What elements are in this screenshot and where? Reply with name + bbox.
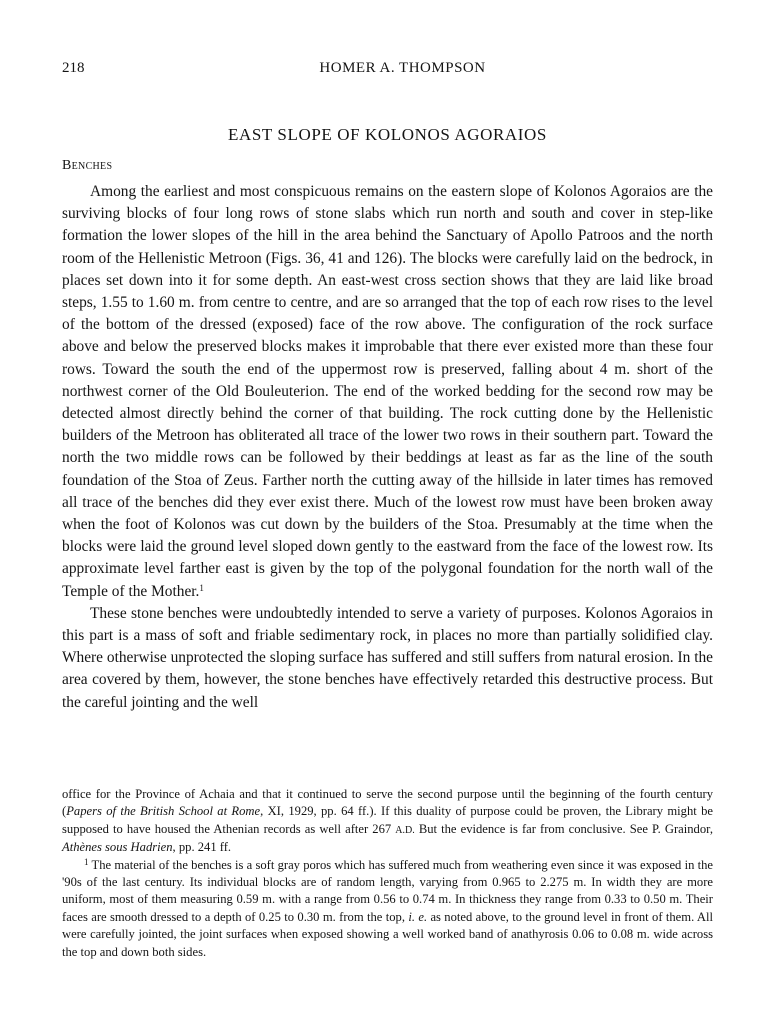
paragraph [62, 181, 713, 603]
footnote-continuation [62, 786, 713, 857]
footnote-text: , XI, 1929, pp. 64 ff.). If this duality of purpose could be proven, the Library might be supposed to have housed the Athenian records as well after 267 [62, 804, 713, 836]
subheading: Benches [62, 158, 113, 173]
paragraph-text: Among the earliest and most conspicuous remains on the eastern slope of Kolonos Agoraios are the surviving blocks of four long rows of stone slabs which run north and south and cover in step-like formation the lower slopes of the hill in the area behind the Sanctuary of Apollo Patroos and the north room of the Hellenistic Metroon (Figs. 36, 41 and 126). The blocks were carefully laid on the bedrock, in places set down into it for some depth. An east-west cross section shows that they are laid like broad steps, 1.55 to 1.60 m. from centre to centre, and are so arranged that the top of each row rises to the level of the bottom of the dressed (exposed) face of the row above. The configuration of the rock surface above and below the preserved blocks makes it improbable that there ever existed more than these four rows. Toward the south the end of the uppermost row is preserved, falling about 4 m. short of the northwest corner of the Old Bouleuterion. The end of the worked bedding for the second row may be detected almost directly behind the corner of that building. The rock cutting done by the Hellenistic builders of the Metroon has obliterated all trace of the lower two rows in their southern part. Toward the north the two middle rows can be followed by their beddings at least as far as the line of the south foundation of the Stoa of Zeus. Farther north the cutting away of the hillside in later times has removed all trace of the benches did they ever exist there. Much of the lowest row must have been broken away when the foot of Kolonos was cut down by the builders of the Stoa. Presumably at the time when the blocks were laid the ground level sloped down gently to the eastward from the face of the lowest row. Its approximate level farther east is given by the top of the polygonal foundation for the north wall of the Temple of the Mother. [62, 183, 713, 600]
footnote-text: office for the Province of Achaia and that it continued to serve the second purpose until the beginning of the fourth century ( [62, 787, 713, 819]
body-text [62, 181, 713, 714]
footnote-text: The material of the benches is a soft gray poros which has suffered much from weathering even since it was exposed in the '90s of the last century. Its individual blocks are of random length, varying from 0.965 to 2.275 m. In width they are more uniform, most of them measuring 0.59 m. with a range from 0.56 to 0.74 m. In thickness they range from 0.33 to 0.50 m. Their faces are smooth dressed to a depth of 0.25 to 0.30 m. from the top, [62, 857, 713, 924]
footnote-text: But the evidence is far from conclusive. See P. Graindor, [414, 821, 713, 836]
page-number: 218 [62, 60, 85, 76]
section-title: EAST SLOPE OF KOLONOS AGORAIOS [227, 125, 547, 144]
footnote-text: , pp. 241 ff. [172, 840, 232, 855]
footnote-reference[interactable]: 1 [199, 582, 204, 593]
footnote-1 [62, 857, 713, 961]
era-abbreviation: A.D. [395, 824, 415, 836]
footnote-abbreviation: i. e. [408, 909, 428, 924]
footnote-text: as noted above, to the ground level in front of them. All were carefully jointed, the joint surfaces when exposed showing a well worked band of anathyrosis 0.06 to 0.08 m. wide across the top and down both sides. [62, 909, 713, 959]
page-header [62, 60, 713, 84]
footnote-marker: 1 [84, 856, 89, 867]
paragraph-text: These stone benches were undoubtedly intended to serve a variety of purposes. Kolonos Agoraios in this part is a mass of soft and friable sedimentary rock, in places no more than partially solidified clay. Where otherwise unprotected the sloping surface has suffered and still suffers from natural erosion. In the area covered by them, however, the stone benches have effectively retarded this destructive process. But the careful jointing and the well [62, 604, 713, 711]
footnotes [62, 786, 713, 961]
footnote-citation-title: Athènes sous Hadrien [62, 840, 173, 855]
footnote-citation-title: Papers of the British School at Rome [66, 804, 261, 819]
running-head: HOMER A. THOMPSON [319, 60, 486, 76]
paragraph [62, 603, 713, 714]
